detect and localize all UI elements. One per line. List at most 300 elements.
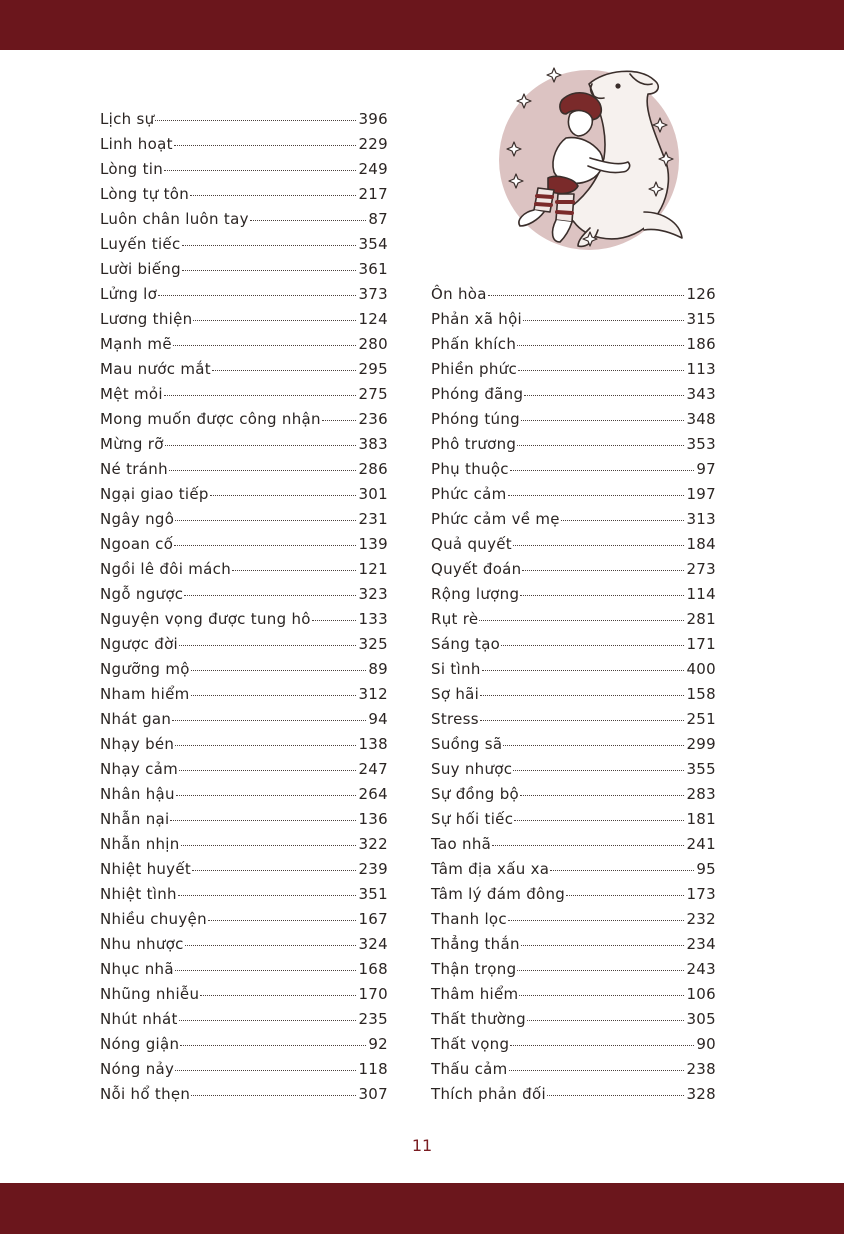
entry-term: Phức cảm về mẹ bbox=[431, 510, 560, 528]
entry-term: Phóng túng bbox=[431, 410, 520, 428]
entry-term: Tao nhã bbox=[431, 835, 492, 853]
index-entry bbox=[100, 932, 388, 957]
dot-leader bbox=[482, 669, 685, 671]
index-left-column bbox=[100, 107, 388, 1107]
entry-term: Ngưỡng mộ bbox=[100, 660, 190, 678]
index-entry bbox=[431, 457, 716, 482]
entry-page: 239 bbox=[358, 860, 388, 878]
entry-page: 114 bbox=[686, 585, 716, 603]
index-entry bbox=[431, 782, 716, 807]
entry-page: 396 bbox=[358, 110, 388, 128]
index-entry bbox=[100, 407, 388, 432]
dot-leader bbox=[181, 844, 357, 846]
index-entry bbox=[100, 107, 388, 132]
entry-page: 343 bbox=[686, 385, 716, 403]
dot-leader bbox=[518, 369, 684, 371]
entry-page: 251 bbox=[686, 710, 716, 728]
entry-page: 273 bbox=[686, 560, 716, 578]
index-entry bbox=[100, 1032, 388, 1057]
index-entry bbox=[100, 232, 388, 257]
entry-page: 232 bbox=[686, 910, 716, 928]
dot-leader bbox=[521, 419, 685, 421]
index-entry bbox=[100, 357, 388, 382]
entry-term: Thấu cảm bbox=[431, 1060, 508, 1078]
entry-term: Nhũng nhiễu bbox=[100, 985, 200, 1003]
index-entry bbox=[431, 1057, 716, 1082]
index-entry bbox=[100, 482, 388, 507]
entry-page: 170 bbox=[358, 985, 388, 1003]
dot-leader bbox=[212, 369, 357, 371]
entry-page: 94 bbox=[368, 710, 388, 728]
index-right-column bbox=[431, 282, 716, 1107]
entry-page: 186 bbox=[686, 335, 716, 353]
index-entry bbox=[100, 582, 388, 607]
entry-page: 383 bbox=[358, 435, 388, 453]
entry-page: 126 bbox=[686, 285, 716, 303]
entry-term: Lười biếng bbox=[100, 260, 181, 278]
index-entry bbox=[100, 307, 388, 332]
entry-term: Mừng rỡ bbox=[100, 435, 164, 453]
dot-leader bbox=[250, 219, 367, 221]
entry-term: Mong muốn được công nhận bbox=[100, 410, 321, 428]
entry-term: Phấn khích bbox=[431, 335, 517, 353]
index-entry bbox=[431, 1032, 716, 1057]
index-entry bbox=[431, 607, 716, 632]
index-entry bbox=[100, 757, 388, 782]
entry-page: 307 bbox=[358, 1085, 388, 1103]
dot-leader bbox=[513, 544, 684, 546]
index-entry bbox=[431, 632, 716, 657]
dot-leader bbox=[170, 819, 356, 821]
index-entry bbox=[100, 1057, 388, 1082]
entry-page: 106 bbox=[686, 985, 716, 1003]
dot-leader bbox=[180, 1044, 366, 1046]
entry-page: 264 bbox=[358, 785, 388, 803]
entry-term: Phóng đãng bbox=[431, 385, 524, 403]
entry-page: 113 bbox=[686, 360, 716, 378]
page-number: 11 bbox=[411, 1136, 433, 1155]
entry-page: 121 bbox=[358, 560, 388, 578]
dot-leader bbox=[172, 719, 366, 721]
index-entry bbox=[431, 482, 716, 507]
dot-leader bbox=[174, 544, 356, 546]
entry-page: 171 bbox=[686, 635, 716, 653]
entry-page: 231 bbox=[358, 510, 388, 528]
entry-term: Nhiệt huyết bbox=[100, 860, 192, 878]
index-entry bbox=[431, 357, 716, 382]
entry-term: Thẳng thắn bbox=[431, 935, 520, 953]
entry-term: Tâm lý đám đông bbox=[431, 885, 566, 903]
index-entry bbox=[431, 532, 716, 557]
dot-leader bbox=[182, 269, 357, 271]
index-entry bbox=[431, 907, 716, 932]
entry-term: Mau nước mắt bbox=[100, 360, 211, 378]
dot-leader bbox=[164, 394, 357, 396]
top-band bbox=[0, 0, 844, 50]
index-entry bbox=[100, 382, 388, 407]
dot-leader bbox=[165, 444, 357, 446]
entry-term: Thất thường bbox=[431, 1010, 526, 1028]
index-entry bbox=[100, 532, 388, 557]
index-entry bbox=[431, 1007, 716, 1032]
index-entry bbox=[100, 632, 388, 657]
index-entry bbox=[100, 807, 388, 832]
index-entry bbox=[100, 882, 388, 907]
index-entry bbox=[431, 732, 716, 757]
entry-page: 235 bbox=[358, 1010, 388, 1028]
entry-page: 139 bbox=[358, 535, 388, 553]
entry-term: Phô trương bbox=[431, 435, 517, 453]
dot-leader bbox=[193, 319, 356, 321]
dot-leader bbox=[179, 1019, 357, 1021]
dot-leader bbox=[514, 819, 684, 821]
entry-page: 313 bbox=[686, 510, 716, 528]
entry-term: Lửng lơ bbox=[100, 285, 158, 303]
entry-term: Nguyện vọng được tung hô bbox=[100, 610, 311, 628]
index-entry bbox=[100, 182, 388, 207]
entry-page: 229 bbox=[358, 135, 388, 153]
entry-term: Ngược đời bbox=[100, 635, 179, 653]
dot-leader bbox=[524, 394, 684, 396]
dot-leader bbox=[561, 519, 685, 521]
entry-term: Rộng lượng bbox=[431, 585, 520, 603]
index-entry bbox=[100, 1082, 388, 1107]
bottom-band bbox=[0, 1183, 844, 1234]
entry-term: Nỗi hổ thẹn bbox=[100, 1085, 191, 1103]
index-entry bbox=[100, 557, 388, 582]
dot-leader bbox=[479, 619, 684, 621]
index-entry bbox=[431, 307, 716, 332]
dot-leader bbox=[509, 1069, 685, 1071]
entry-term: Nhút nhát bbox=[100, 1010, 178, 1028]
entry-page: 241 bbox=[686, 835, 716, 853]
entry-page: 238 bbox=[686, 1060, 716, 1078]
dot-leader bbox=[210, 494, 357, 496]
dot-leader bbox=[174, 144, 357, 146]
dot-leader bbox=[176, 794, 357, 796]
entry-page: 167 bbox=[358, 910, 388, 928]
entry-term: Nhục nhã bbox=[100, 960, 174, 978]
entry-page: 305 bbox=[686, 1010, 716, 1028]
index-entry bbox=[100, 207, 388, 232]
entry-term: Thanh lọc bbox=[431, 910, 507, 928]
index-entry bbox=[100, 332, 388, 357]
entry-page: 361 bbox=[358, 260, 388, 278]
entry-term: Ngây ngô bbox=[100, 510, 175, 528]
dot-leader bbox=[175, 519, 356, 521]
dot-leader bbox=[169, 469, 357, 471]
entry-page: 283 bbox=[686, 785, 716, 803]
dot-leader bbox=[517, 444, 684, 446]
dot-leader bbox=[520, 594, 684, 596]
dot-leader bbox=[178, 894, 357, 896]
dot-leader bbox=[510, 469, 694, 471]
dot-leader bbox=[190, 194, 356, 196]
dot-leader bbox=[513, 769, 684, 771]
dot-leader bbox=[175, 744, 356, 746]
entry-page: 184 bbox=[686, 535, 716, 553]
entry-page: 286 bbox=[358, 460, 388, 478]
entry-page: 328 bbox=[686, 1085, 716, 1103]
index-entry bbox=[100, 657, 388, 682]
index-entry bbox=[100, 132, 388, 157]
index-entry bbox=[431, 557, 716, 582]
index-entry bbox=[100, 432, 388, 457]
dot-leader bbox=[480, 694, 684, 696]
dot-leader bbox=[164, 169, 356, 171]
dot-leader bbox=[480, 719, 685, 721]
entry-term: Phức cảm bbox=[431, 485, 507, 503]
dot-leader bbox=[155, 119, 356, 121]
entry-page: 400 bbox=[686, 660, 716, 678]
entry-term: Nhu nhược bbox=[100, 935, 184, 953]
entry-term: Lịch sự bbox=[100, 110, 155, 128]
dot-leader bbox=[191, 669, 367, 671]
entry-term: Sự đồng bộ bbox=[431, 785, 519, 803]
entry-page: 92 bbox=[368, 1035, 388, 1053]
entry-term: Thận trọng bbox=[431, 960, 517, 978]
entry-term: Né tránh bbox=[100, 460, 168, 478]
entry-term: Nhiều chuyện bbox=[100, 910, 207, 928]
entry-page: 124 bbox=[358, 310, 388, 328]
entry-page: 373 bbox=[358, 285, 388, 303]
dot-leader bbox=[517, 344, 684, 346]
entry-term: Sự hối tiếc bbox=[431, 810, 514, 828]
dot-leader bbox=[519, 994, 684, 996]
dot-leader bbox=[192, 869, 356, 871]
entry-page: 280 bbox=[358, 335, 388, 353]
dot-leader bbox=[547, 1094, 685, 1096]
index-entry bbox=[100, 157, 388, 182]
dog-tail bbox=[644, 212, 682, 238]
dot-leader bbox=[523, 319, 684, 321]
dot-leader bbox=[179, 644, 356, 646]
entry-term: Phiền phức bbox=[431, 360, 518, 378]
dot-leader bbox=[503, 744, 684, 746]
entry-term: Mạnh mẽ bbox=[100, 335, 172, 353]
index-entry bbox=[431, 382, 716, 407]
entry-term: Rụt rè bbox=[431, 610, 479, 628]
entry-page: 322 bbox=[358, 835, 388, 853]
entry-term: Luyến tiếc bbox=[100, 235, 181, 253]
entry-term: Sáng tạo bbox=[431, 635, 501, 653]
dot-leader bbox=[184, 594, 356, 596]
index-entry bbox=[100, 282, 388, 307]
index-entry bbox=[100, 257, 388, 282]
dot-leader bbox=[322, 419, 357, 421]
entry-page: 89 bbox=[368, 660, 388, 678]
dot-leader bbox=[488, 294, 685, 296]
index-entry bbox=[431, 932, 716, 957]
dot-leader bbox=[508, 919, 685, 921]
index-entry bbox=[100, 682, 388, 707]
entry-term: Phụ thuộc bbox=[431, 460, 509, 478]
dot-leader bbox=[522, 569, 684, 571]
entry-term: Suy nhược bbox=[431, 760, 513, 778]
entry-term: Thâm hiểm bbox=[431, 985, 519, 1003]
dot-leader bbox=[185, 944, 357, 946]
entry-term: Ngại giao tiếp bbox=[100, 485, 209, 503]
index-entry bbox=[431, 807, 716, 832]
index-entry bbox=[431, 332, 716, 357]
index-entry bbox=[100, 832, 388, 857]
entry-page: 87 bbox=[368, 210, 388, 228]
dot-leader bbox=[191, 1094, 356, 1096]
index-entry bbox=[100, 457, 388, 482]
index-entry bbox=[431, 1082, 716, 1107]
index-entry bbox=[100, 1007, 388, 1032]
entry-page: 181 bbox=[686, 810, 716, 828]
index-entry bbox=[431, 757, 716, 782]
index-entry bbox=[431, 832, 716, 857]
entry-page: 281 bbox=[686, 610, 716, 628]
index-entry bbox=[431, 682, 716, 707]
index-entry bbox=[431, 982, 716, 1007]
entry-page: 324 bbox=[358, 935, 388, 953]
index-entry bbox=[100, 732, 388, 757]
entry-page: 197 bbox=[686, 485, 716, 503]
index-entry bbox=[100, 957, 388, 982]
index-entry bbox=[431, 282, 716, 307]
index-entry bbox=[100, 607, 388, 632]
entry-page: 301 bbox=[358, 485, 388, 503]
entry-page: 118 bbox=[358, 1060, 388, 1078]
entry-term: Si tình bbox=[431, 660, 481, 678]
entry-term: Nóng giận bbox=[100, 1035, 180, 1053]
entry-page: 299 bbox=[686, 735, 716, 753]
entry-page: 315 bbox=[686, 310, 716, 328]
entry-page: 325 bbox=[358, 635, 388, 653]
entry-page: 236 bbox=[358, 410, 388, 428]
entry-page: 133 bbox=[358, 610, 388, 628]
dot-leader bbox=[501, 644, 684, 646]
entry-term: Lòng tự tôn bbox=[100, 185, 190, 203]
entry-term: Thích phản đối bbox=[431, 1085, 546, 1103]
dot-leader bbox=[200, 994, 356, 996]
index-entry bbox=[431, 957, 716, 982]
dot-leader bbox=[173, 344, 357, 346]
dot-leader bbox=[492, 844, 684, 846]
entry-term: Sợ hãi bbox=[431, 685, 480, 703]
index-entry bbox=[100, 782, 388, 807]
entry-page: 95 bbox=[696, 860, 716, 878]
entry-term: Lòng tin bbox=[100, 160, 164, 178]
entry-page: 138 bbox=[358, 735, 388, 753]
entry-page: 168 bbox=[358, 960, 388, 978]
entry-term: Tâm địa xấu xa bbox=[431, 860, 550, 878]
dot-leader bbox=[158, 294, 356, 296]
dot-leader bbox=[182, 244, 357, 246]
entry-page: 351 bbox=[358, 885, 388, 903]
entry-page: 353 bbox=[686, 435, 716, 453]
entry-page: 97 bbox=[696, 460, 716, 478]
dot-leader bbox=[208, 919, 357, 921]
dog-eye bbox=[616, 84, 620, 88]
dot-leader bbox=[179, 769, 356, 771]
entry-page: 249 bbox=[358, 160, 388, 178]
index-entry bbox=[431, 707, 716, 732]
entry-term: Nham hiểm bbox=[100, 685, 190, 703]
entry-term: Nhạy bén bbox=[100, 735, 175, 753]
entry-term: Lương thiện bbox=[100, 310, 193, 328]
dot-leader bbox=[520, 794, 684, 796]
dot-leader bbox=[517, 969, 684, 971]
entry-page: 158 bbox=[686, 685, 716, 703]
entry-term: Nóng nảy bbox=[100, 1060, 175, 1078]
entry-page: 348 bbox=[686, 410, 716, 428]
entry-page: 247 bbox=[358, 760, 388, 778]
dot-leader bbox=[566, 894, 684, 896]
entry-page: 312 bbox=[358, 685, 388, 703]
dot-leader bbox=[191, 694, 357, 696]
girl-leg-2 bbox=[556, 194, 574, 222]
index-entry bbox=[100, 507, 388, 532]
entry-term: Nhát gan bbox=[100, 710, 172, 728]
index-entry bbox=[431, 657, 716, 682]
entry-term: Nhân hậu bbox=[100, 785, 175, 803]
entry-term: Nhẫn nại bbox=[100, 810, 170, 828]
girl-hugging-dog-illustration bbox=[494, 62, 694, 254]
entry-page: 295 bbox=[358, 360, 388, 378]
index-entry bbox=[431, 407, 716, 432]
entry-page: 234 bbox=[686, 935, 716, 953]
entry-page: 323 bbox=[358, 585, 388, 603]
dot-leader bbox=[510, 1044, 694, 1046]
index-entry bbox=[100, 857, 388, 882]
dot-leader bbox=[521, 944, 685, 946]
entry-page: 275 bbox=[358, 385, 388, 403]
entry-page: 90 bbox=[696, 1035, 716, 1053]
entry-term: Quyết đoán bbox=[431, 560, 522, 578]
entry-page: 355 bbox=[686, 760, 716, 778]
entry-term: Luôn chân luôn tay bbox=[100, 210, 249, 228]
entry-term: Nhẫn nhịn bbox=[100, 835, 180, 853]
entry-term: Suồng sã bbox=[431, 735, 503, 753]
entry-page: 136 bbox=[358, 810, 388, 828]
entry-term: Ngỗ ngược bbox=[100, 585, 184, 603]
entry-page: 217 bbox=[358, 185, 388, 203]
dot-leader bbox=[175, 969, 357, 971]
index-entry bbox=[431, 507, 716, 532]
index-entry bbox=[100, 982, 388, 1007]
index-entry bbox=[431, 432, 716, 457]
entry-term: Stress bbox=[431, 710, 479, 728]
entry-page: 173 bbox=[686, 885, 716, 903]
dot-leader bbox=[527, 1019, 685, 1021]
entry-term: Phản xã hội bbox=[431, 310, 523, 328]
dot-leader bbox=[312, 619, 357, 621]
index-entry bbox=[431, 857, 716, 882]
entry-term: Ngồi lê đôi mách bbox=[100, 560, 232, 578]
index-entry bbox=[431, 882, 716, 907]
entry-term: Quả quyết bbox=[431, 535, 512, 553]
index-entry bbox=[100, 907, 388, 932]
index-entry bbox=[431, 582, 716, 607]
index-entry bbox=[100, 707, 388, 732]
dot-leader bbox=[550, 869, 694, 871]
entry-term: Ôn hòa bbox=[431, 285, 487, 303]
entry-term: Nhạy cảm bbox=[100, 760, 179, 778]
entry-term: Nhiệt tình bbox=[100, 885, 177, 903]
entry-page: 243 bbox=[686, 960, 716, 978]
entry-term: Thất vọng bbox=[431, 1035, 510, 1053]
dot-leader bbox=[175, 1069, 356, 1071]
dot-leader bbox=[508, 494, 685, 496]
entry-term: Mệt mỏi bbox=[100, 385, 163, 403]
dot-leader bbox=[232, 569, 356, 571]
entry-page: 354 bbox=[358, 235, 388, 253]
girl-leg-1 bbox=[534, 188, 554, 212]
